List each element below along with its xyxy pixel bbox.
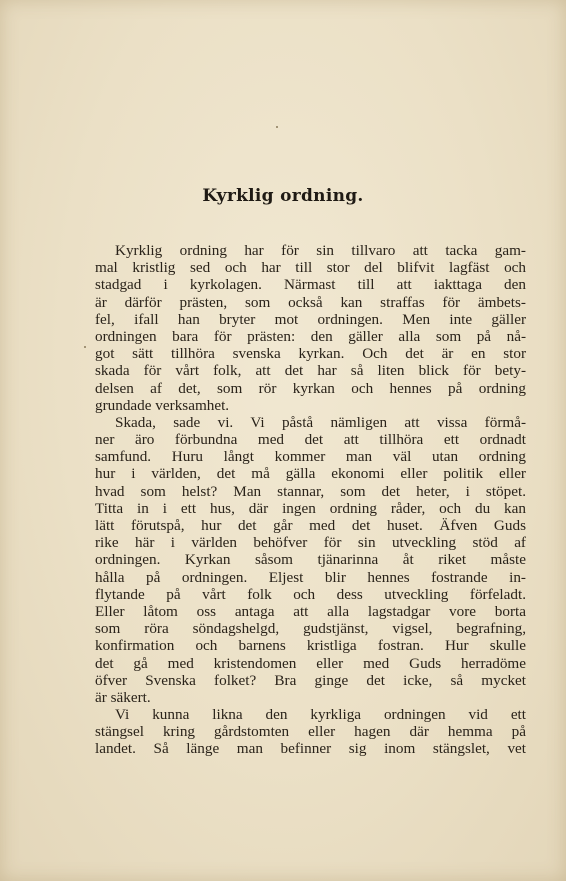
text-line: got sätt tillhöra svenska kyrkan. Och det är en stor [95, 345, 526, 363]
text-line: hvad som helst? Man stannar, som det heter, i stöpet. [95, 482, 526, 500]
paper-speck [84, 346, 86, 348]
text-line: mal kristlig sed och har till stor del blifvit lagfäst och [95, 259, 526, 277]
text-line: konfirmation och barnens kristliga fostran. Hur skulle [95, 637, 526, 655]
text-line: som röra söndagshelgd, gudstjänst, vigsel, begrafning, [95, 620, 526, 638]
text-line: hur i världen, det må gälla ekonomi eller politik eller [95, 465, 526, 483]
text-line: ner äro förbundna med det att tillhöra ett ordnadt [95, 431, 526, 449]
text-line: är därför prästen, som också kan straffas för ämbets- [95, 293, 526, 311]
text-line: ordningen. Kyrkan såsom tjänarinna åt riket måste [95, 551, 526, 569]
chapter-title: Kyrklig ordning. [202, 186, 364, 206]
text-line: stängsel kring gårdstomten eller hagen där hemma på [95, 723, 526, 741]
text-line: fel, ifall han bryter mot ordningen. Men inte gäller [95, 310, 526, 328]
text-line: det gå med kristendomen eller med Guds herradöme [95, 654, 526, 672]
text-line: grundade verksamhet. [95, 396, 230, 414]
text-line: Skada, sade vi. Vi påstå nämligen att vissa förmå- [115, 413, 526, 431]
text-line: Titta in i ett hus, där ingen ordning råder, och du kan [95, 499, 526, 517]
text-line: landet. Så länge man befinner sig inom stängslet, vet [95, 740, 526, 758]
text-line: ordningen bara för prästen: den gäller alla som på nå- [95, 327, 526, 345]
paper-speck [276, 126, 278, 128]
text-line: Kyrklig ordning har för sin tillvaro att tacka gam- [115, 242, 526, 259]
text-line: hålla på ordningen. Eljest blir hennes fostrande in- [95, 568, 526, 586]
text-line: stadgad i kyrkolagen. Närmast till att iakttaga den [95, 276, 526, 294]
text-line: flytande på vårt folk och dess utveckling förfeladt. [95, 585, 526, 603]
text-line: Vi kunna likna den kyrkliga ordningen vid ett [115, 706, 526, 724]
text-line: rike här i världen behöfver för sin utveckling stöd af [95, 534, 526, 552]
text-line: öfver Svenska folket? Bra ginge det icke, så mycket [95, 671, 526, 689]
text-line: delsen af det, som rör kyrkan och hennes på ordning [95, 379, 526, 397]
text-line: Eller låtom oss antaga att alla lagstadgar vore borta [95, 602, 526, 620]
text-line: skada för vårt folk, att det har så liten blick för bety- [95, 362, 526, 380]
text-line: samfund. Huru långt kommer man väl utan ordning [95, 448, 526, 466]
body-text [95, 242, 526, 758]
text-line: lätt förutspå, hur det går med det huset. Äfven Guds [95, 517, 526, 534]
text-line: är säkert. [95, 688, 151, 706]
